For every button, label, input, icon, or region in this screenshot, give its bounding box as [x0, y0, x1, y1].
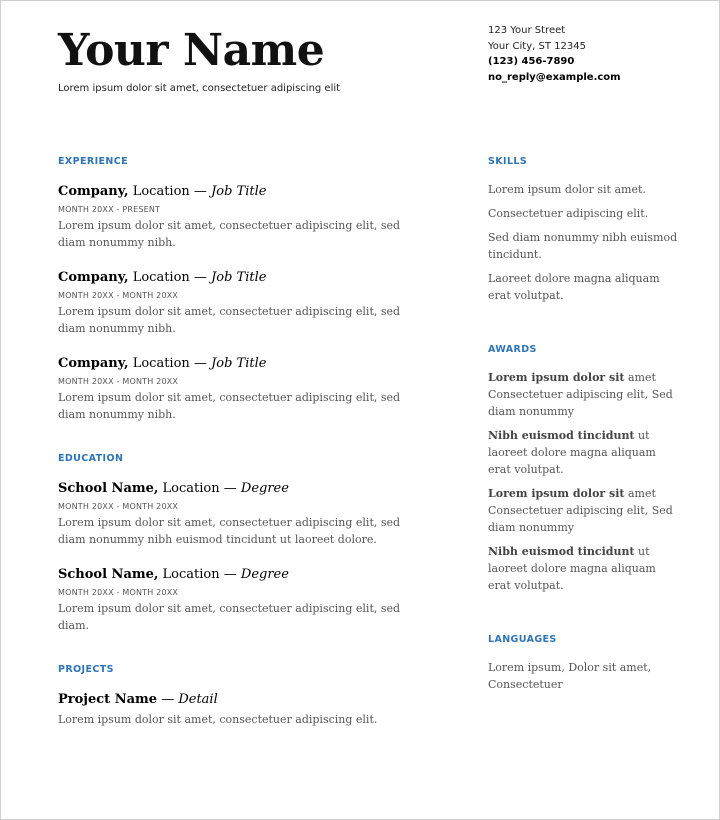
project-detail: Detail — [178, 692, 218, 707]
projects-heading: PROJECTS — [58, 664, 114, 675]
experience-entry — [58, 269, 428, 337]
award-item — [488, 543, 678, 594]
experience-entry-title — [58, 355, 428, 373]
contact-phone: (123) 456-7890 — [488, 56, 575, 67]
award-item — [488, 485, 678, 536]
award-text: amet Consectetuer adipiscing elit, Sed diam nonummy — [488, 487, 673, 534]
awards-heading: AWARDS — [488, 344, 537, 355]
title-separator: — — [189, 356, 212, 371]
skills-heading: SKILLS — [488, 156, 528, 167]
award-text: ut laoreet dolore magna aliquam erat volutpat. — [488, 545, 656, 592]
award-text: amet Consectetuer adipiscing elit, Sed diam nonummy — [488, 371, 673, 418]
experience-entry — [58, 183, 428, 251]
education-description: Lorem ipsum dolor sit amet, consectetuer adipiscing elit, sed diam nonummy nibh euismod tincidunt ut laoreet dolore. — [58, 516, 401, 546]
award-title: Nibh euismod tincidunt — [488, 429, 635, 442]
title-separator: — — [157, 692, 179, 707]
experience-entry-title — [58, 183, 428, 201]
education-entry — [58, 566, 428, 634]
education-dates: MONTH 20XX - MONTH 20XX — [58, 588, 179, 597]
title-separator: — — [189, 270, 212, 285]
awards-list — [488, 369, 678, 594]
award-title: Lorem ipsum dolor sit — [488, 487, 625, 500]
project-entry-title — [58, 691, 428, 709]
languages-heading: LANGUAGES — [488, 634, 557, 645]
skill-item: Consectetuer adipiscing elit. — [488, 207, 649, 220]
project-description: Lorem ipsum dolor sit amet, consectetuer adipiscing elit. — [58, 713, 378, 726]
skill-item: Sed diam nonummy nibh euismod tincidunt. — [488, 231, 678, 261]
awards-section — [488, 344, 678, 594]
company-location: Location — [128, 270, 190, 285]
main-column — [58, 156, 428, 728]
award-item — [488, 427, 678, 478]
skill-item: Laoreet dolore magna aliquam erat volutpat. — [488, 272, 660, 302]
experience-description: Lorem ipsum dolor sit amet, consectetuer adipiscing elit, sed diam nonummy nibh. — [58, 219, 401, 249]
side-column — [488, 156, 678, 700]
projects-section — [58, 664, 428, 728]
experience-description: Lorem ipsum dolor sit amet, consectetuer adipiscing elit, sed diam nonummy nibh. — [58, 391, 401, 421]
degree: Degree — [240, 567, 289, 582]
skills-section — [488, 156, 678, 304]
education-section — [58, 453, 428, 634]
experience-entry — [58, 355, 428, 423]
company-name: Company, — [58, 184, 129, 199]
title-separator: — — [219, 481, 241, 496]
education-entry-title — [58, 480, 428, 498]
experience-entry-title — [58, 269, 428, 287]
school-name: School Name, — [58, 481, 159, 496]
contact-city: Your City, ST 12345 — [488, 40, 586, 52]
award-title: Lorem ipsum dolor sit — [488, 371, 625, 384]
contact-block — [488, 23, 621, 85]
award-item — [488, 369, 678, 420]
degree: Degree — [240, 481, 289, 496]
company-location: Location — [128, 184, 190, 199]
education-entry-title — [58, 566, 428, 584]
contact-street: 123 Your Street — [488, 25, 566, 36]
company-location: Location — [128, 356, 190, 371]
education-entry — [58, 480, 428, 548]
experience-dates: MONTH 20XX - MONTH 20XX — [58, 377, 179, 386]
school-location: Location — [158, 567, 220, 582]
job-title: Job Title — [211, 270, 267, 285]
title-separator: — — [219, 567, 241, 582]
title-separator: — — [189, 184, 212, 199]
resume-tagline: Lorem ipsum dolor sit amet, consectetuer adipiscing elit — [58, 83, 341, 94]
education-description: Lorem ipsum dolor sit amet, consectetuer adipiscing elit, sed diam. — [58, 602, 401, 632]
award-text: ut laoreet dolore magna aliquam erat volutpat. — [488, 429, 656, 476]
education-heading: EDUCATION — [58, 453, 124, 464]
skills-list — [488, 181, 678, 304]
contact-email: no_reply@example.com — [488, 71, 621, 83]
education-dates: MONTH 20XX - MONTH 20XX — [58, 502, 179, 511]
languages-list — [488, 659, 678, 693]
resume-name: Your Name — [58, 25, 325, 76]
project-entry — [58, 691, 428, 728]
company-name: Company, — [58, 270, 129, 285]
project-name: Project Name — [58, 692, 158, 707]
experience-description: Lorem ipsum dolor sit amet, consectetuer adipiscing elit, sed diam nonummy nibh. — [58, 305, 401, 335]
skill-item: Lorem ipsum dolor sit amet. — [488, 183, 646, 196]
job-title: Job Title — [211, 356, 267, 371]
job-title: Job Title — [211, 184, 267, 199]
award-title: Nibh euismod tincidunt — [488, 545, 635, 558]
experience-heading: EXPERIENCE — [58, 156, 129, 167]
school-name: School Name, — [58, 567, 159, 582]
school-location: Location — [158, 481, 220, 496]
languages-text: Lorem ipsum, Dolor sit amet, Consectetuer — [488, 661, 652, 691]
experience-section — [58, 156, 428, 423]
languages-section — [488, 634, 678, 693]
experience-dates: MONTH 20XX - MONTH 20XX — [58, 291, 179, 300]
experience-dates: MONTH 20XX - PRESENT — [58, 205, 161, 214]
company-name: Company, — [58, 356, 129, 371]
